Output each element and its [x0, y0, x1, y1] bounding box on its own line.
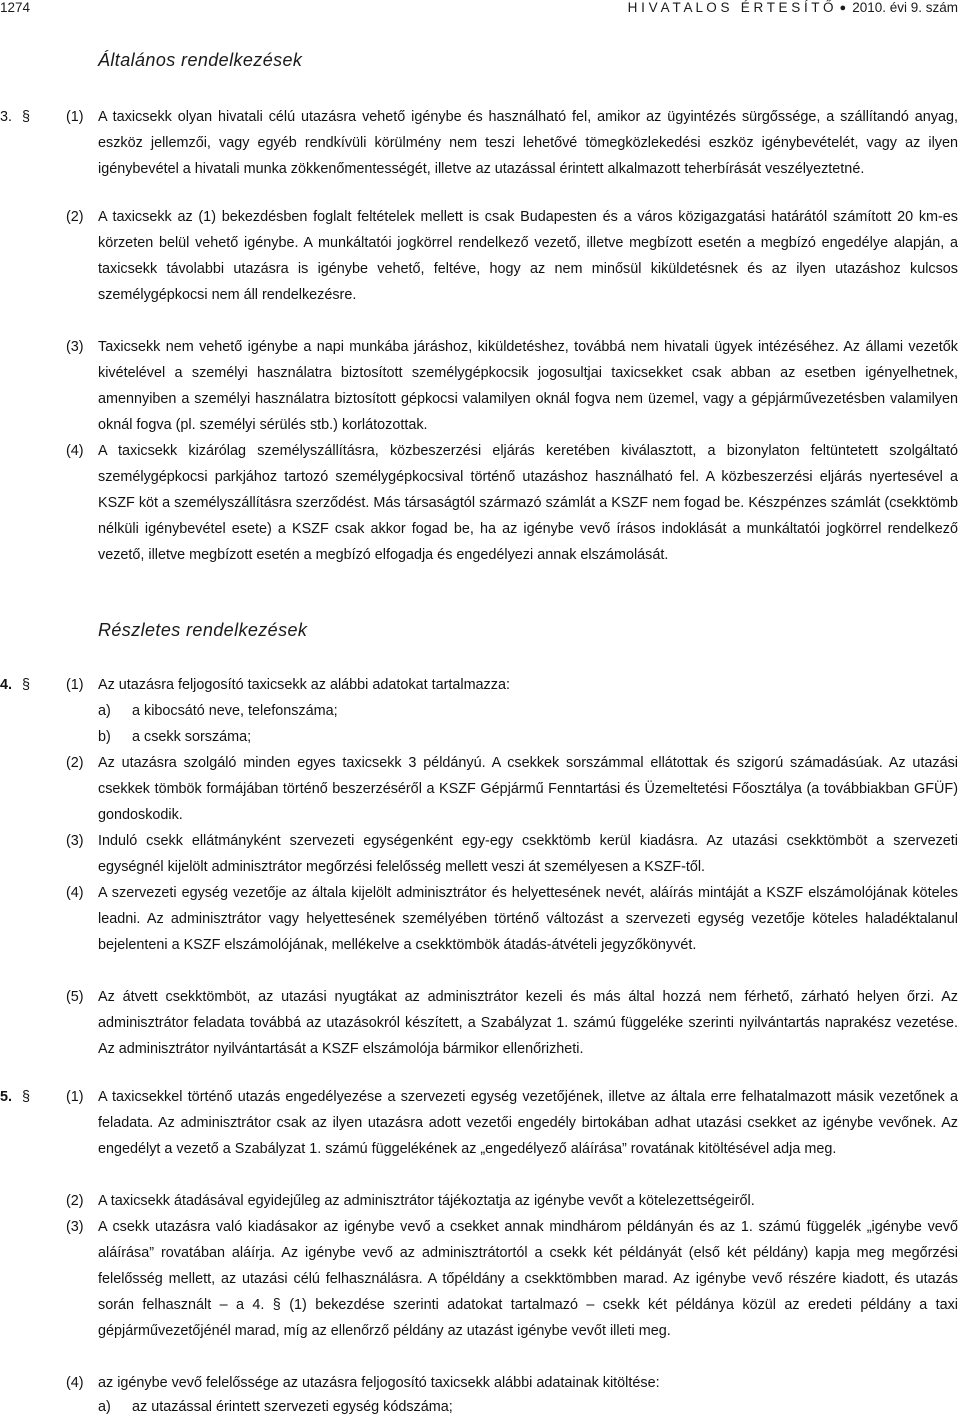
- paragraph-text: Az átvett csekktömböt, az utazási nyugtákat az adminisztrátor kezeli és más által hozzá nem férhető, zárható helyen őrzi. Az adminisztrátor feladata továbbá az utazásokról készített, a Szabályzat 1. számú függeléke szerinti nyilvántartás naprakész vezetése. Az adminisztrátor nyilvántartását a KSZF elszámolója bármikor ellenőrizheti.: [98, 989, 958, 1057]
- paragraph-number: (4): [66, 885, 84, 901]
- paragraph-number: (4): [66, 1375, 84, 1391]
- paragraph-number: (1): [66, 677, 84, 693]
- paragraph-text: Taxicsekk nem vehető igénybe a napi munkába járáshoz, kiküldetéshez, továbbá nem hivatali ügyek intézéséhez. Az állami vezetők kivételével a személyi használatra biztosított személygépkocsik jogosultjai taxicsekket csak abban az esetben igényelhetnek, amennyiben a személyi használatra biztosított gépkocsi valamilyen oknál fogva nem üzemel, vagy a gépjárművezetésben valamilyen oknál fogva (pl. személyi sérülés stb.) korlátozottak.: [98, 339, 958, 433]
- list-item-label: b): [98, 729, 111, 745]
- issue-label: 2010. évi 9. szám: [852, 0, 958, 15]
- running-header: [0, 0, 960, 20]
- list-item-text: a csekk sorszáma;: [132, 729, 252, 745]
- paragraph-number: (3): [66, 833, 84, 849]
- paragraph-number: (3): [66, 339, 84, 355]
- paragraph-number: (1): [66, 109, 84, 125]
- paragraph-text: Induló csekk ellátmányként szervezeti egységenként egy-egy csekktömb kerül kiadásra. Az utazási csekktömböt a szervezeti egységnél kijelölt adminisztrátor megőrzési felelősség mellett veszi át személyesen a KSZF-től.: [98, 833, 958, 875]
- paragraph-text: Az utazásra szolgáló minden egyes taxicsekk 3 példányú. A csekkek sorszámmal ellátottak és szigorú számadásúak. Az utazási csekkek tömbök formájában történő beszerzéséről a KSZF Gépjármű Fenntartási és Üzemeltetési Főosztálya (a továbbiakban GFÜF) gondoskodik.: [98, 755, 958, 823]
- journal-name: H I V A T A L O S É R T E S Í T Ő: [627, 0, 834, 15]
- list-item: [98, 724, 251, 750]
- paragraph-text: A taxicsekk átadásával egyidejűleg az adminisztrátor tájékoztatja az igénybe vevőt a kötelezettségeiről.: [98, 1193, 755, 1209]
- paragraph-sign-icon: §: [22, 677, 31, 693]
- paragraph-text: A taxicsekk kizárólag személyszállításra, közbeszerzési eljárás keretében kiválasztott, a bizonylaton feltüntetett szolgáltató személygépkocsi parkjához tartozó személygépkocsival történő utazáshoz használható fel. A közbeszerzési eljárás nyertesével a KSZF köt a személyszállításra szerződést. Más társaságtól származó számlát a KSZF nem fogad be. Készpénzes számlát (csekktömb nélküli igénybevétel esete) a KSZF csak akkor fogad be, ha az igénybe vevő írásos indoklását a munkáltatói jogkörrel rendelkező vezető, illetve megbízott esetén a megbízó elfogadja és engedélyezi annak elszámolását.: [98, 443, 958, 563]
- section-title-general: Általános rendelkezések: [98, 50, 303, 70]
- paragraph-text: A csekk utazásra való kiadásakor az igénybe vevő a csekket annak mindhárom példányán és az 1. számú függelék „igénybe vevő aláírása” rovatában aláírja. Az igénybe vevő az adminisztrátortól a csekk két példányát (első két példány) kapja meg megőrzési felelősség mellett, az utazási célú felhasználásra. A tőpéldány a csekktömbben marad. Az igénybe vevő részére kiadott, és utazás során felhasznált – a 4. § (1) bekezdése szerinti adatokat tartalmazó – csekk két példánya közül az eredeti példány a taxi gépjárművezetőjénél marad, míg az ellenőrző példány az utazást igénybe vevőt illeti meg.: [98, 1219, 958, 1339]
- section-number: 5.: [0, 1089, 13, 1105]
- paragraph-number: (5): [66, 989, 84, 1005]
- list-item-text: az utazással érintett szervezeti egység kódszáma;: [132, 1399, 453, 1415]
- section-number: 3.: [0, 109, 13, 125]
- paragraph-number: (2): [66, 755, 84, 771]
- page-number: 1274: [0, 0, 31, 15]
- list-item-text: a kibocsátó neve, telefonszáma;: [132, 703, 338, 719]
- paragraph-text: Az utazásra feljogosító taxicsekk az alábbi adatokat tartalmazza:: [98, 677, 510, 693]
- list-item-label: a): [98, 1399, 111, 1415]
- paragraph-text: A taxicsekk az (1) bekezdésben foglalt feltételek mellett is csak Budapesten és a város közigazgatási határától számított 20 km-es körzeten belül vehető igénybe. A munkáltatói jogkörrel rendelkező vezető, illetve megbízott esetén a megbízó engedélye alapján, a taxicsekk távolabbi utazásra is igénybe vehető, feltéve, hogy az nem minősül kiküldetésnek és az ilyen utazáshoz kulcsos személygépkocsi nem áll rendelkezésre.: [98, 209, 958, 303]
- paragraph-number: (2): [66, 1193, 84, 1209]
- paragraph-sign-icon: §: [22, 109, 31, 125]
- list-item: [98, 698, 338, 724]
- paragraph-number: (2): [66, 209, 84, 225]
- paragraph-number: (4): [66, 443, 84, 459]
- journal-title: [628, 0, 958, 15]
- paragraph-text: A szervezeti egység vezetője az általa kijelölt adminisztrátor és helyettesének nevét, aláírás mintáját a KSZF elszámolójának köteles leadni. Az adminisztrátor vagy helyettesének személyében történő változást a szervezeti egység vezetője köteles haladéktalanul bejelenteni a KSZF elszámolójának, mellékelve a csekktömbök átadás-átvételi jegyzőkönyvét.: [98, 885, 958, 953]
- bullet-icon: ●: [839, 2, 847, 14]
- paragraph-number: (1): [66, 1089, 84, 1105]
- paragraph-text: az igénybe vevő felelőssége az utazásra feljogosító taxicsekk alábbi adatainak kitöltése:: [98, 1375, 660, 1391]
- paragraph-sign-icon: §: [22, 1089, 31, 1105]
- paragraph-number: (3): [66, 1219, 84, 1235]
- section-number: 4.: [0, 677, 13, 693]
- paragraph-text: A taxicsekkel történő utazás engedélyezése a szervezeti egység vezetőjének, illetve az általa erre felhatalmazott másik vezetőnek a feladata. Az adminisztrátor csak az ilyen utazásra adott vezetői engedély birtokában adhat utazási csekket az igénybe vevőnek. Az engedélyt a vezető a Szabályzat 1. számú függelékének az „engedélyező aláírása” rovatának kitöltésével adja meg.: [98, 1089, 958, 1157]
- paragraph-text: A taxicsekk olyan hivatali célú utazásra vehető igénybe és használható fel, amikor az ügyintézés sürgőssége, a szállítandó anyag, eszköz jellemzői, vagy egyéb rendkívüli körülmény nem teszi lehetővé tömegközlekedési eszköz igénybevételét, vagy az ilyen igénybevétel a hivatali munka zökkenőmentességét, illetve az utazással érintett alkalmazott teherbírását veszélyeztetné.: [98, 109, 958, 177]
- list-item-label: a): [98, 703, 111, 719]
- section-title-detailed: Részletes rendelkezések: [98, 620, 308, 640]
- list-item: [98, 1394, 453, 1420]
